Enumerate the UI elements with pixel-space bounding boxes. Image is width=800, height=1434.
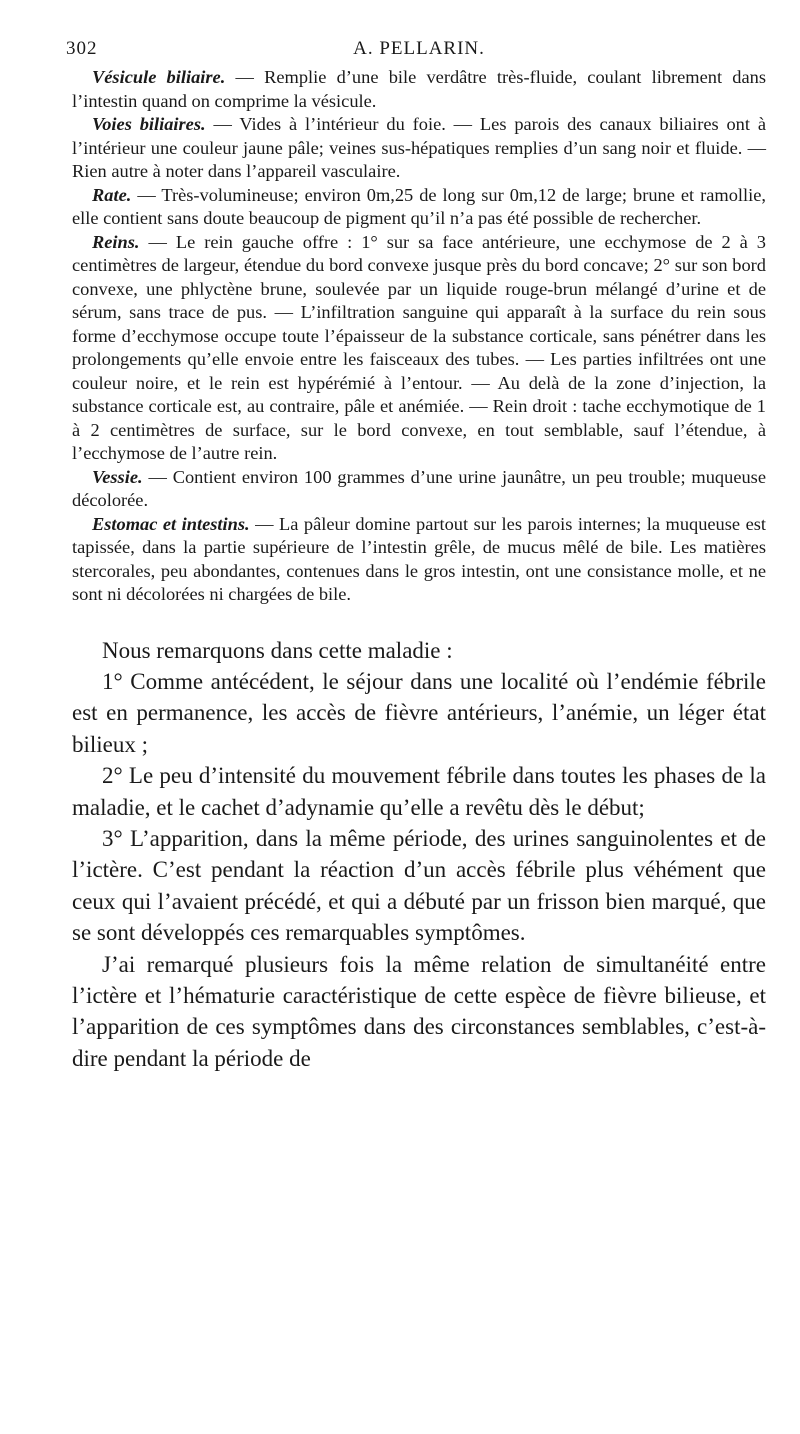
autopsy-findings (72, 66, 766, 607)
section-text: — Vides à l’intérieur du foie. — Les parois des canaux biliaires ont à l’intérieur une couleur jaune pâle; veines sus-hépatiques remplies d’un sang noir et fluide. — Rien autre à noter dans l’appareil vasculaire. (72, 114, 766, 181)
discussion-point-2: 2° Le peu d’intensité du mouvement fébrile dans toutes les phases de la maladie, et le cachet d’adynamie qu’elle a revêtu dès le début; (72, 763, 766, 820)
section-text: — Remplie d’une bile verdâtre très-fluide, coulant librement dans l’intestin quand on comprime la vésicule. (72, 67, 766, 111)
section-lead: Vessie. (92, 466, 143, 487)
discussion-point-3: 3° L’apparition, dans la même période, des urines sanguinolentes et de l’ictère. C’est pendant la réaction d’un accès fébrile plus véhément que ceux qui l’avaient précédé, et qui a débuté par un frisson bien marqué, que se sont développés ces remarquables symptômes. (72, 825, 766, 946)
section-lead: Voies biliaires. (92, 114, 206, 134)
section-lead: Estomac et intestins. (92, 513, 250, 534)
paragraph-estomac (72, 513, 766, 607)
section-text: — Contient environ 100 grammes d’une urine jaunâtre, un peu trouble; muqueuse décolorée. (72, 466, 766, 510)
section-lead: Rate. (92, 184, 132, 205)
section-text: — Très-volumineuse; environ 0m,25 de long sur 0m,12 de large; brune et ramollie, elle contient sans doute beaucoup de pigment qu’il n’a pas été possible de rechercher. (72, 184, 766, 228)
paragraph-voies-biliaires (72, 113, 766, 184)
running-title: A. PELLARIN. (353, 38, 485, 59)
section-lead: Reins. (92, 231, 140, 252)
discussion (72, 635, 766, 1075)
section-text: — La pâleur domine partout sur les parois internes; la muqueuse est tapissée, dans la partie supérieure de l’intestin grêle, de mucus mêlé de bile. Les matières stercorales, peu abondantes, contenues dans le gros intestin, ont une consistance molle, et ne sont ni décolorées ni chargées de bile. (72, 513, 767, 604)
section-text: — Le rein gauche offre : 1° sur sa face antérieure, une ecchymose de 2 à 3 centimètres de largeur, étendue du bord convexe jusque près du bord concave; 2° sur son bord convexe, une phlyctène brune, soulevée par un liquide rouge-brun mélangé d’urine et de sérum, sans trace de pus. — L’infiltration sanguine qui apparaît à la surface du rein sous forme d’ecchymose occupe toute l’épaisseur de la substance corticale, sans pénétrer dans les prolongements qu’elle envoie entre les faisceaux des tubes. — Les parties infiltrées ont une couleur noire, et le rein est hypérémié à l’entour. — Au delà de la zone d’injection, la substance corticale est, au contraire, pâle et anémiée. — Rein droit : tache ecchymotique de 1 à 2 centimètres de surface, sur le bord convexe, en tout semblable, sauf l’étendue, à l’ecchymose de l’autre rein. (72, 231, 766, 463)
paragraph-reins (72, 231, 766, 466)
paragraph-rate (72, 184, 766, 231)
running-head (66, 38, 766, 66)
paragraph-vesicule (72, 66, 766, 113)
discussion-intro: Nous remarquons dans cette maladie : (102, 637, 453, 663)
discussion-paragraph: J’ai remarqué plusieurs fois la même relation de simultanéité entre l’ictère et l’hématurie caractéristique de cette espèce de fièvre bilieuse, et l’apparition de ces symptômes dans des circonstances semblables, c’est-à-dire pendant la période de (72, 951, 766, 1071)
page-number: 302 (66, 38, 98, 59)
book-page (66, 38, 767, 1074)
paragraph-vessie (72, 466, 766, 513)
section-lead: Vésicule biliaire. (92, 67, 226, 87)
discussion-point-1: 1° Comme antécédent, le séjour dans une localité où l’endémie fébrile est en permanence, les accès de fièvre antérieurs, l’anémie, un léger état bilieux ; (72, 668, 766, 757)
